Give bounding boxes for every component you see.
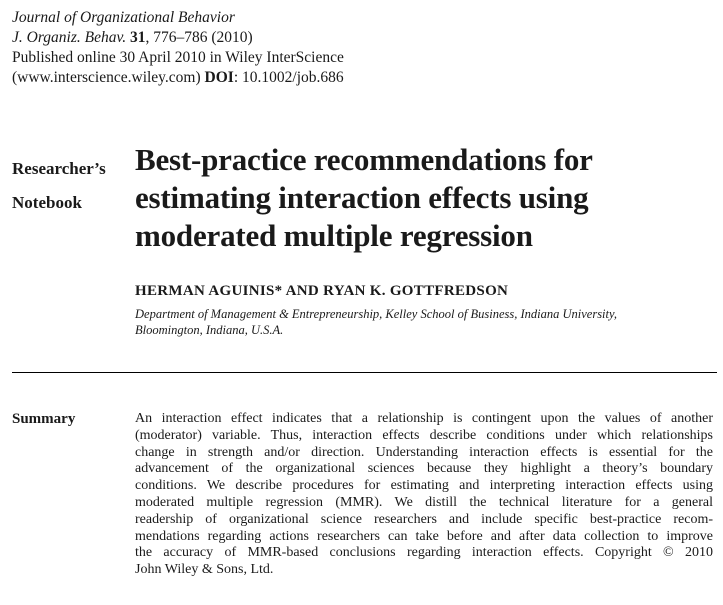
citation-abbrev: J. Organiz. Behav. <box>12 29 127 46</box>
published-line: Published online 30 April 2010 in Wiley InterScience <box>12 49 344 66</box>
volume-number: 31 <box>129 29 146 46</box>
doi-label: DOI <box>204 69 234 86</box>
title-line-1: Best-practice recommendations for <box>135 142 593 177</box>
summary-line-2: (moderator) variable. Thus, interaction effects describe conditions under which relationships <box>135 427 713 443</box>
doi-value: : 10.1002/job.686 <box>233 69 344 86</box>
summary-line-8: mendations regarding actions researchers can take before and after data collection to improve <box>135 528 713 544</box>
article-authors: HERMAN AGUINIS* AND RYAN K. GOTTFREDSON <box>135 283 509 299</box>
summary-label: Summary <box>12 411 76 427</box>
summary-line-7: readership of organizational science researchers and include specific best-practice recom- <box>135 511 713 527</box>
summary-abstract <box>135 411 713 579</box>
title-line-2: estimating interaction effects using <box>135 180 589 215</box>
journal-name: Journal of Organizational Behavior <box>12 9 235 26</box>
affiliation-line-1: Department of Management & Entrepreneurship, Kelley School of Business, Indiana University, <box>135 307 617 321</box>
summary-line-3: change in strength and/or direction. Understanding interaction effects is essential for the <box>135 444 713 460</box>
section-label <box>12 152 106 220</box>
affiliation-line-2: Bloomington, Indiana, U.S.A. <box>135 323 284 337</box>
section-label-line-2: Notebook <box>12 193 82 212</box>
horizontal-rule <box>12 372 717 373</box>
summary-line-6: moderated multiple regression (MMR). We distill the technical literature for a general <box>135 494 713 510</box>
summary-line-5: conditions. We describe procedures for estimating and interpreting interaction effects using <box>135 478 713 494</box>
pages-year: , 776–786 (2010) <box>145 29 253 46</box>
summary-line-4: advancement of the organizational sciences because they highlight a theory’s boundary <box>135 461 713 477</box>
article-title <box>135 141 593 255</box>
citation-line <box>12 28 344 48</box>
publisher-url: (www.interscience.wiley.com) <box>12 69 201 86</box>
summary-line-10: John Wiley & Sons, Ltd. <box>135 562 274 578</box>
summary-line-1: An interaction effect indicates that a relationship is contingent upon the values of another <box>135 411 713 426</box>
summary-line-9: the accuracy of MMR-based conclusions regarding interaction effects. Copyright © 2010 <box>135 545 713 561</box>
author-affiliation <box>135 306 617 338</box>
title-line-3: moderated multiple regression <box>135 218 533 253</box>
journal-header <box>12 8 344 88</box>
doi-line <box>12 68 344 88</box>
section-label-line-1: Researcher’s <box>12 159 106 178</box>
